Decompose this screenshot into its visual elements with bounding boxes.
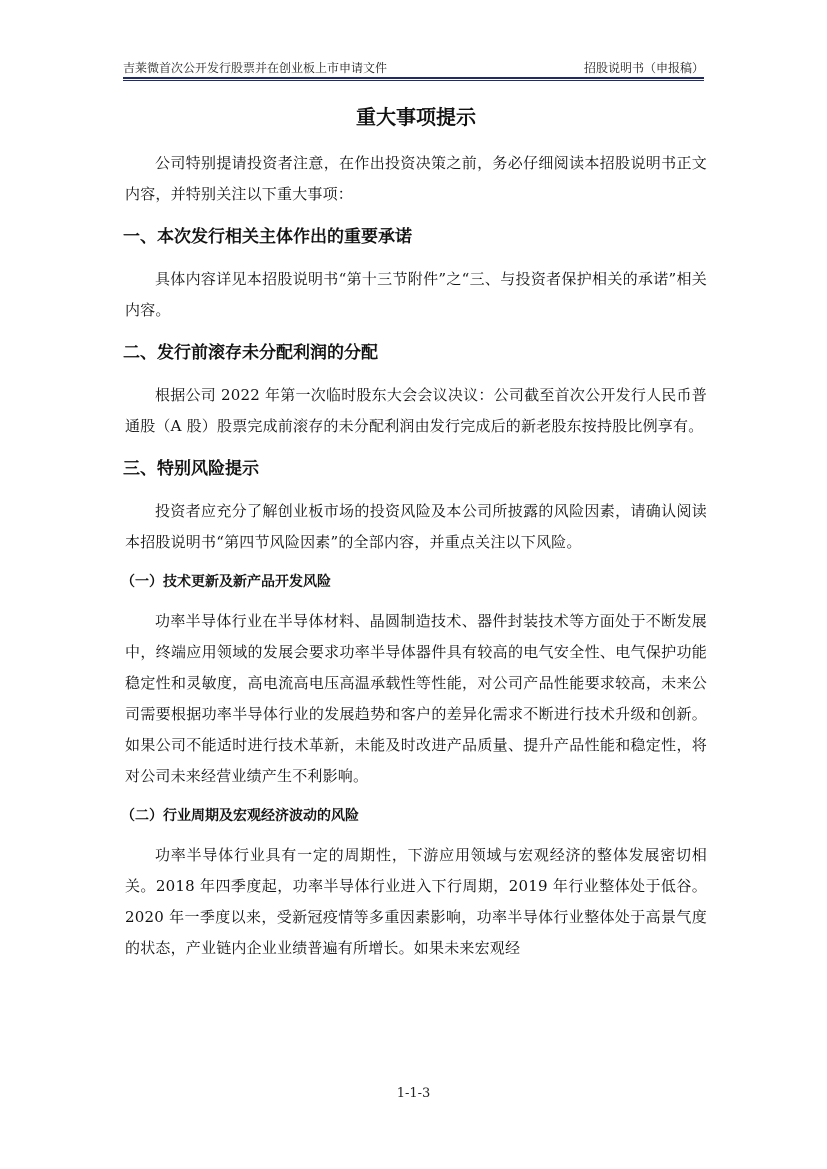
intro-paragraph: 公司特别提请投资者注意，在作出投资决策之前，务必仔细阅读本招股说明书正文内容，并特别关注以下重大事项：	[125, 154, 707, 203]
header-document-title: 吉莱微首次公开发行股票并在创业板上市申请文件	[123, 61, 388, 75]
header-rule	[123, 77, 704, 79]
header-rule-thin	[123, 80, 704, 81]
page-title: 重大事项提示	[356, 105, 476, 129]
section-heading-commitments: 一、本次发行相关主体作出的重要承诺	[123, 227, 412, 247]
page-number: 1-1-3	[396, 1086, 431, 1101]
section-paragraph-commitments: 具体内容详见本招股说明书“第十三节附件”之“三、与投资者保护相关的承诺”相关内容。	[125, 270, 707, 319]
subsection-heading-technology-risk: （一）技术更新及新产品开发风险	[121, 574, 331, 590]
section-heading-risk-warning: 三、特别风险提示	[123, 459, 259, 479]
section-heading-profit-distribution: 二、发行前滚存未分配利润的分配	[123, 343, 378, 363]
subsection-heading-cycle-risk: （二）行业周期及宏观经济波动的风险	[121, 808, 359, 824]
page-header	[123, 60, 704, 76]
subsection-paragraph-cycle-risk: 功率半导体行业具有一定的周期性，下游应用领域与宏观经济的整体发展密切相关。2018 年四季度起，功率半导体行业进入下行周期，2019 年行业整体处于低谷。2020 年一季度以来，受新冠疫情等多重因素影响，功率半导体行业整体处于高景气度的状态，产业链内企业业绩普遍有所增长。如果未来宏观经	[125, 846, 707, 957]
header-document-type: 招股说明书（申报稿）	[583, 61, 704, 75]
page-body	[121, 98, 707, 976]
subsection-paragraph-technology-risk: 功率半导体行业在半导体材料、晶圆制造技术、器件封装技术等方面处于不断发展中，终端应用领域的发展会要求功率半导体器件具有较高的电气安全性、电气保护功能稳定性和灵敏度，高电流高电压高温承载性等性能，对公司产品性能要求较高，未来公司需要根据功率半导体行业的发展趋势和客户的差异化需求不断进行技术升级和创新。如果公司不能适时进行技术革新，未能及时改进产品质量、提升产品性能和稳定性，将对公司未来经营业绩产生不利影响。	[125, 612, 707, 785]
section-paragraph-risk-warning: 投资者应充分了解创业板市场的投资风险及本公司所披露的风险因素，请确认阅读本招股说明书“第四节风险因素”的全部内容，并重点关注以下风险。	[125, 502, 707, 551]
section-paragraph-profit-distribution: 根据公司 2022 年第一次临时股东大会会议决议：公司截至首次公开发行人民币普通股（A 股）股票完成前滚存的未分配利润由发行完成后的新老股东按持股比例享有。	[125, 386, 707, 435]
